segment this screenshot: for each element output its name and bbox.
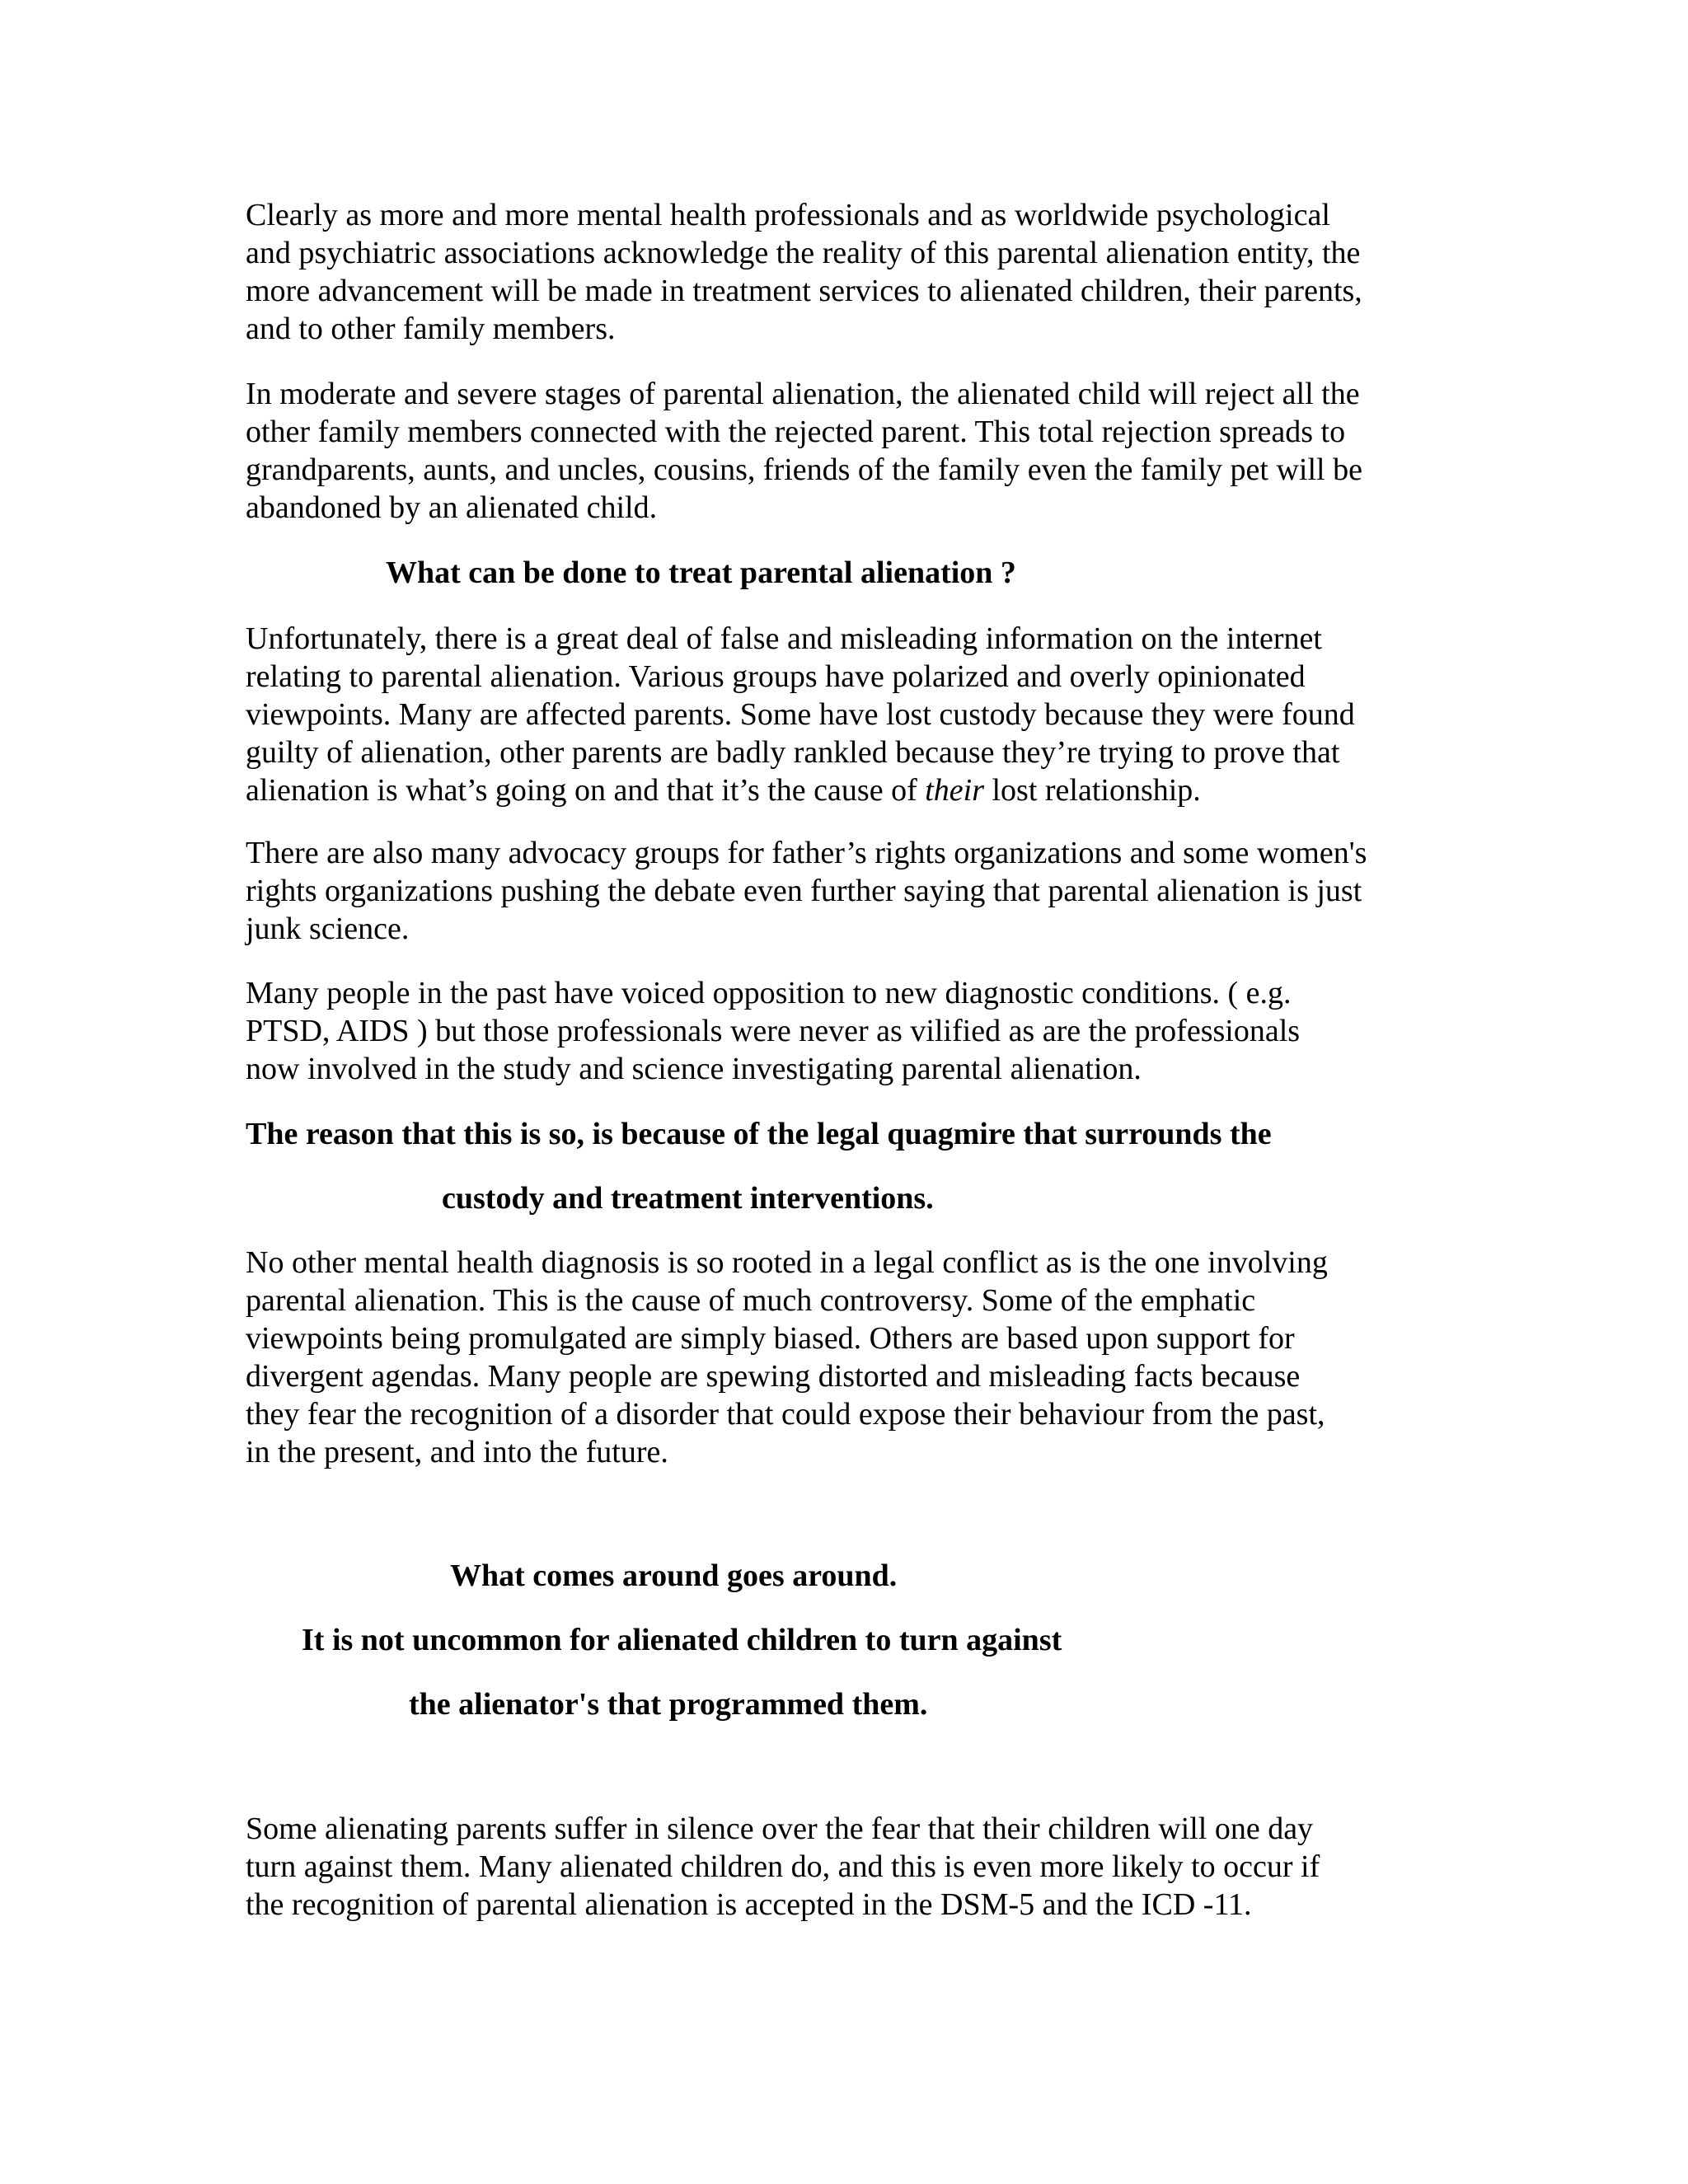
paragraph-6-line-2: parental alienation. This is the cause of much controversy. Some of the emphatic [246, 1283, 1256, 1318]
callout-heading-line-3: the alienator's that programmed them. [409, 1687, 928, 1722]
paragraph-2-line-1: In moderate and severe stages of parental alienation, the alienated child will reject all the [246, 377, 1360, 411]
paragraph-4-line-1: There are also many advocacy groups for father’s rights organizations and some women's [246, 836, 1367, 870]
paragraph-3-line-5 [246, 771, 1201, 809]
paragraph-6-line-3: viewpoints being promulgated are simply biased. Others are based upon support for [246, 1321, 1295, 1356]
paragraph-2-line-4: abandoned by an alienated child. [246, 490, 658, 525]
paragraph-4-line-3: junk science. [246, 912, 410, 946]
paragraph-5-line-3: now involved in the study and science investigating parental alienation. [246, 1052, 1142, 1086]
section-heading-treatment: What can be done to treat parental alienation ? [386, 555, 1016, 590]
paragraph-3-line-4: guilty of alienation, other parents are badly rankled because they’re trying to prove that [246, 735, 1340, 770]
paragraph-3-line-5-text: alienation is what’s going on and that it’s the cause of [246, 773, 926, 808]
paragraph-1-line-2: and psychiatric associations acknowledge the reality of this parental alienation entity, the [246, 236, 1361, 270]
paragraph-6-line-6: in the present, and into the future. [246, 1435, 668, 1469]
paragraph-3-line-1: Unfortunately, there is a great deal of false and misleading information on the internet [246, 621, 1322, 656]
paragraph-2-line-2: other family members connected with the rejected parent. This total rejection spreads to [246, 415, 1346, 449]
paragraph-7-line-1: Some alienating parents suffer in silence over the fear that their children will one day [246, 1811, 1314, 1846]
section-heading-legal-line-2: custody and treatment interventions. [442, 1181, 934, 1216]
paragraph-1-line-3: more advancement will be made in treatment services to alienated children, their parents, [246, 274, 1362, 308]
paragraph-6-line-5: they fear the recognition of a disorder that could expose their behaviour from the past, [246, 1397, 1325, 1432]
paragraph-3-line-3: viewpoints. Many are affected parents. Some have lost custody because they were found [246, 697, 1355, 732]
paragraph-6-line-1: No other mental health diagnosis is so rooted in a legal conflict as is the one involving [246, 1245, 1328, 1280]
callout-heading-line-1: What comes around goes around. [450, 1558, 898, 1593]
paragraph-7-line-3: the recognition of parental alienation is accepted in the DSM-5 and the ICD -11. [246, 1887, 1252, 1922]
paragraph-4-line-2: rights organizations pushing the debate even further saying that parental alienation is just [246, 874, 1362, 908]
paragraph-7-line-2: turn against them. Many alienated children do, and this is even more likely to occur if [246, 1849, 1320, 1884]
paragraph-1-line-4: and to other family members. [246, 312, 616, 346]
paragraph-3-tail: lost relationship. [984, 773, 1201, 808]
callout-heading-line-2: It is not uncommon for alienated children to turn against [302, 1623, 1062, 1657]
paragraph-6-line-4: divergent agendas. Many people are spewing distorted and misleading facts because [246, 1359, 1301, 1394]
section-heading-legal-line-1: The reason that this is so, is because of the legal quagmire that surrounds the [246, 1117, 1272, 1151]
paragraph-3-emphasis: their [925, 773, 984, 808]
paragraph-2-line-3: grandparents, aunts, and uncles, cousins, friends of the family even the family pet will be [246, 452, 1362, 487]
paragraph-5-line-1: Many people in the past have voiced opposition to new diagnostic conditions. ( e.g. [246, 976, 1292, 1010]
paragraph-1-line-1: Clearly as more and more mental health professionals and as worldwide psychological [246, 198, 1330, 232]
paragraph-3-line-2: relating to parental alienation. Various groups have polarized and overly opinionated [246, 659, 1306, 694]
paragraph-5-line-2: PTSD, AIDS ) but those professionals were never as vilified as are the professionals [246, 1014, 1301, 1048]
